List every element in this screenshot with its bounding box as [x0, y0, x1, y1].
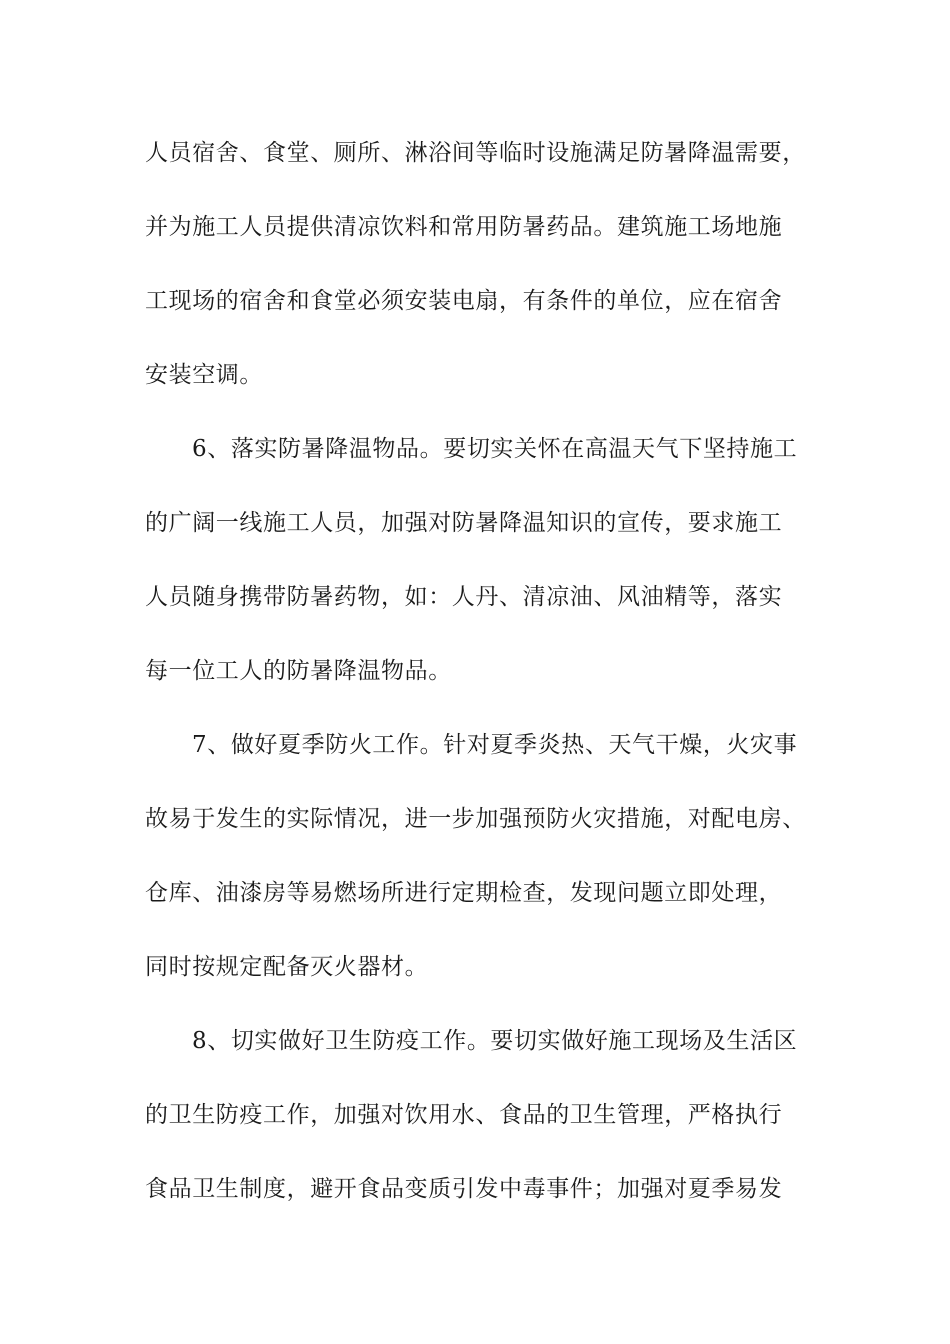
text-line: 每一位工人的防暑降温物品。	[145, 658, 452, 684]
text-line: 的广阔一线施工人员，加强对防暑降温知识的宣传，要求施工	[145, 510, 783, 536]
text-line: 同时按规定配备灭火器材。	[145, 954, 429, 980]
text-line: 工现场的宿舍和食堂必须安装电扇，有条件的单位，应在宿舍	[145, 288, 783, 314]
text-line: 安装空调。	[145, 362, 263, 388]
text-line: 食品卫生制度，避开食品变质引发中毒事件；加强对夏季易发	[145, 1176, 783, 1202]
paragraph-start-line: 6、落实防暑降温物品。要切实关怀在高温天气下坚持施工	[192, 436, 798, 462]
text-line: 人员宿舍、食堂、厕所、淋浴间等临时设施满足防暑降温需要，	[145, 140, 806, 166]
text-line: 的卫生防疫工作，加强对饮用水、食品的卫生管理，严格执行	[145, 1102, 783, 1128]
text-line: 故易于发生的实际情况，进一步加强预防火灾措施，对配电房、	[145, 806, 806, 832]
text-line: 人员随身携带防暑药物，如：人丹、清凉油、风油精等，落实	[145, 584, 783, 610]
text-line: 仓库、油漆房等易燃场所进行定期检查，发现问题立即处理，	[145, 880, 783, 906]
paragraph-start-line: 7、做好夏季防火工作。针对夏季炎热、天气干燥，火灾事	[192, 732, 798, 758]
paragraph-start-line: 8、切实做好卫生防疫工作。要切实做好施工现场及生活区	[192, 1028, 798, 1054]
text-line: 并为施工人员提供清凉饮料和常用防暑药品。建筑施工场地施	[145, 214, 783, 240]
